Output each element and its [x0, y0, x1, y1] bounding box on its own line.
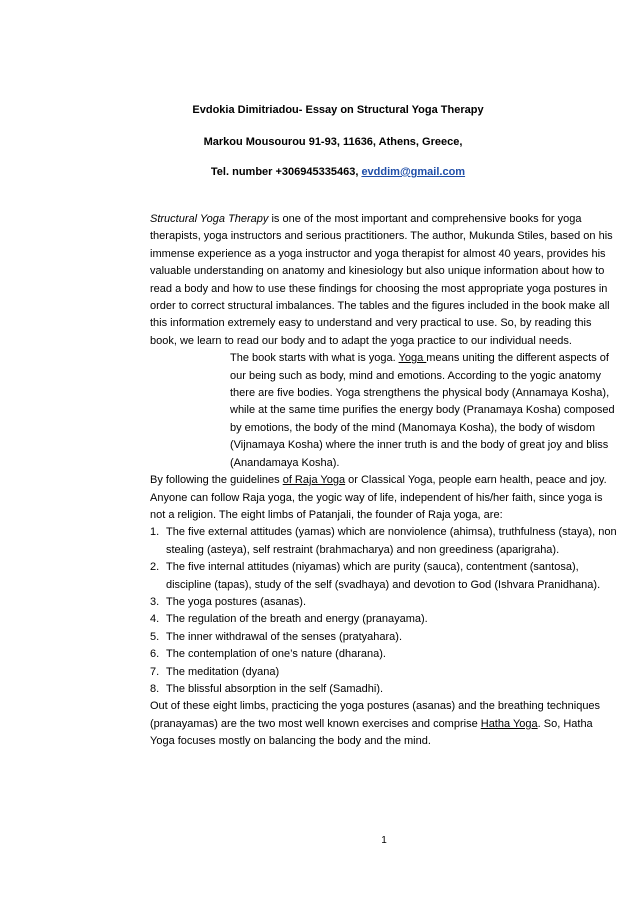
- list-item-text: The meditation (dyana): [166, 665, 280, 678]
- list-number: 5.: [150, 630, 160, 643]
- list-number: 4.: [150, 613, 160, 626]
- page-number: 1: [381, 835, 387, 846]
- list-item: [150, 629, 618, 646]
- list-number: 8.: [150, 682, 160, 695]
- list-item: [150, 611, 618, 628]
- list-item: [150, 524, 618, 559]
- list-item-text: The inner withdrawal of the senses (pratyahara).: [166, 630, 403, 643]
- paragraph-raja-yoga: [150, 472, 618, 524]
- list-number: 6.: [150, 648, 160, 661]
- list-item: [150, 646, 618, 663]
- hatha-yoga-link[interactable]: Hatha Yoga: [480, 717, 538, 730]
- list-item: [150, 559, 618, 594]
- paragraph-raja-text: or Classical Yoga, people earn health, peace and joy. Anyone can follow Raja yoga, the yogic way of life, independent of his/her faith, since yoga is not a religion. The eight limbs of Patanjali, the founder of Raja yoga, are:: [150, 474, 607, 521]
- paragraph-hatha-text: Out of these eight limbs, practicing the yoga postures (asanas) and the breathing techniques (pranayamas) are the two most well known exercises and comprise: [150, 700, 601, 730]
- list-item-text: The blissful absorption in the self (Samadhi).: [166, 682, 384, 695]
- eight-limbs-list: [150, 524, 618, 698]
- paragraph-yoga-lead: The book starts with what is yoga.: [230, 352, 399, 365]
- email-link[interactable]: evddim@gmail.com: [361, 166, 466, 178]
- paragraph-raja-lead: By following the guidelines: [150, 474, 283, 487]
- raja-yoga-link[interactable]: of Raja Yoga: [282, 474, 346, 487]
- list-item-text: The five external attitudes (yamas) which are nonviolence (ahimsa), truthfulness (staya), non stealing (asteya), self restraint (brahmacharya) and non greediness (aparigraha).: [166, 526, 617, 556]
- author-address: Markou Mousourou 91-93, 11636, Athens, Greece,: [203, 136, 463, 148]
- telephone-text: Tel. number +306945335463,: [210, 166, 362, 178]
- list-item: [150, 664, 618, 681]
- essay-title: Evdokia Dimitriadou- Essay on Structural Yoga Therapy: [192, 104, 484, 116]
- list-item: [150, 681, 618, 698]
- yoga-link[interactable]: Yoga: [398, 352, 427, 365]
- book-title: Structural Yoga Therapy: [150, 213, 269, 225]
- paragraph-hatha-tail: . So, Hatha Yoga focuses mostly on balancing the body and the mind.: [150, 717, 593, 748]
- list-item-text: The yoga postures (asanas).: [166, 595, 307, 608]
- paragraph-intro-text: is one of the most important and comprehensive books for yoga therapists, yoga instructors and serious practitioners. The author, Mukunda Stiles, based on his immense experience as a yoga instructor and yoga therapist for almost 40 years, provides his valuable understanding on anatomy and kinesiology but also unique information about how to read a body and how to use these findings for choosing the most appropriate yoga postures in order to correct structural imbalances. The tables and the figures included in the book make all this information extremely easy to understand and very practical to use. So, by reading this book, we learn to read our body and to adapt the yoga practice to our individual needs.: [150, 213, 613, 347]
- essay-body: [150, 211, 618, 751]
- list-item-text: The five internal attitudes (niyamas) which are purity (sauca), contentment (santosa), discipline (tapas), study of the self (svadhaya) and devotion to God (Ishvara Pranidhana).: [166, 561, 601, 591]
- list-number: 7.: [150, 665, 160, 678]
- list-item: [150, 594, 618, 611]
- list-item-text: The regulation of the breath and energy (pranayama).: [166, 613, 428, 626]
- list-item-text: The contemplation of one’s nature (dharana).: [166, 648, 386, 661]
- paragraph-what-is-yoga: [150, 350, 618, 472]
- contact-line: [0, 166, 638, 178]
- paragraph-hatha-yoga: [150, 698, 618, 750]
- list-number: 3.: [150, 595, 160, 608]
- paragraph-yoga-text: means uniting the different aspects of our being such as body, mind and emotions. According to the yogic anatomy there are five bodies. Yoga strengthens the physical body (Annamaya Kosha), while at the same time purifies the energy body (Pranamaya Kosha) composed by emotions, the body of the mind (Manomaya Kosha), the body of wisdom (Vijnamaya Kosha) where the inner truth is and the body of great joy and bliss (Anandamaya Kosha).: [230, 352, 615, 469]
- list-number: 2.: [150, 561, 160, 574]
- paragraph-intro: [150, 211, 618, 350]
- list-number: 1.: [150, 526, 160, 539]
